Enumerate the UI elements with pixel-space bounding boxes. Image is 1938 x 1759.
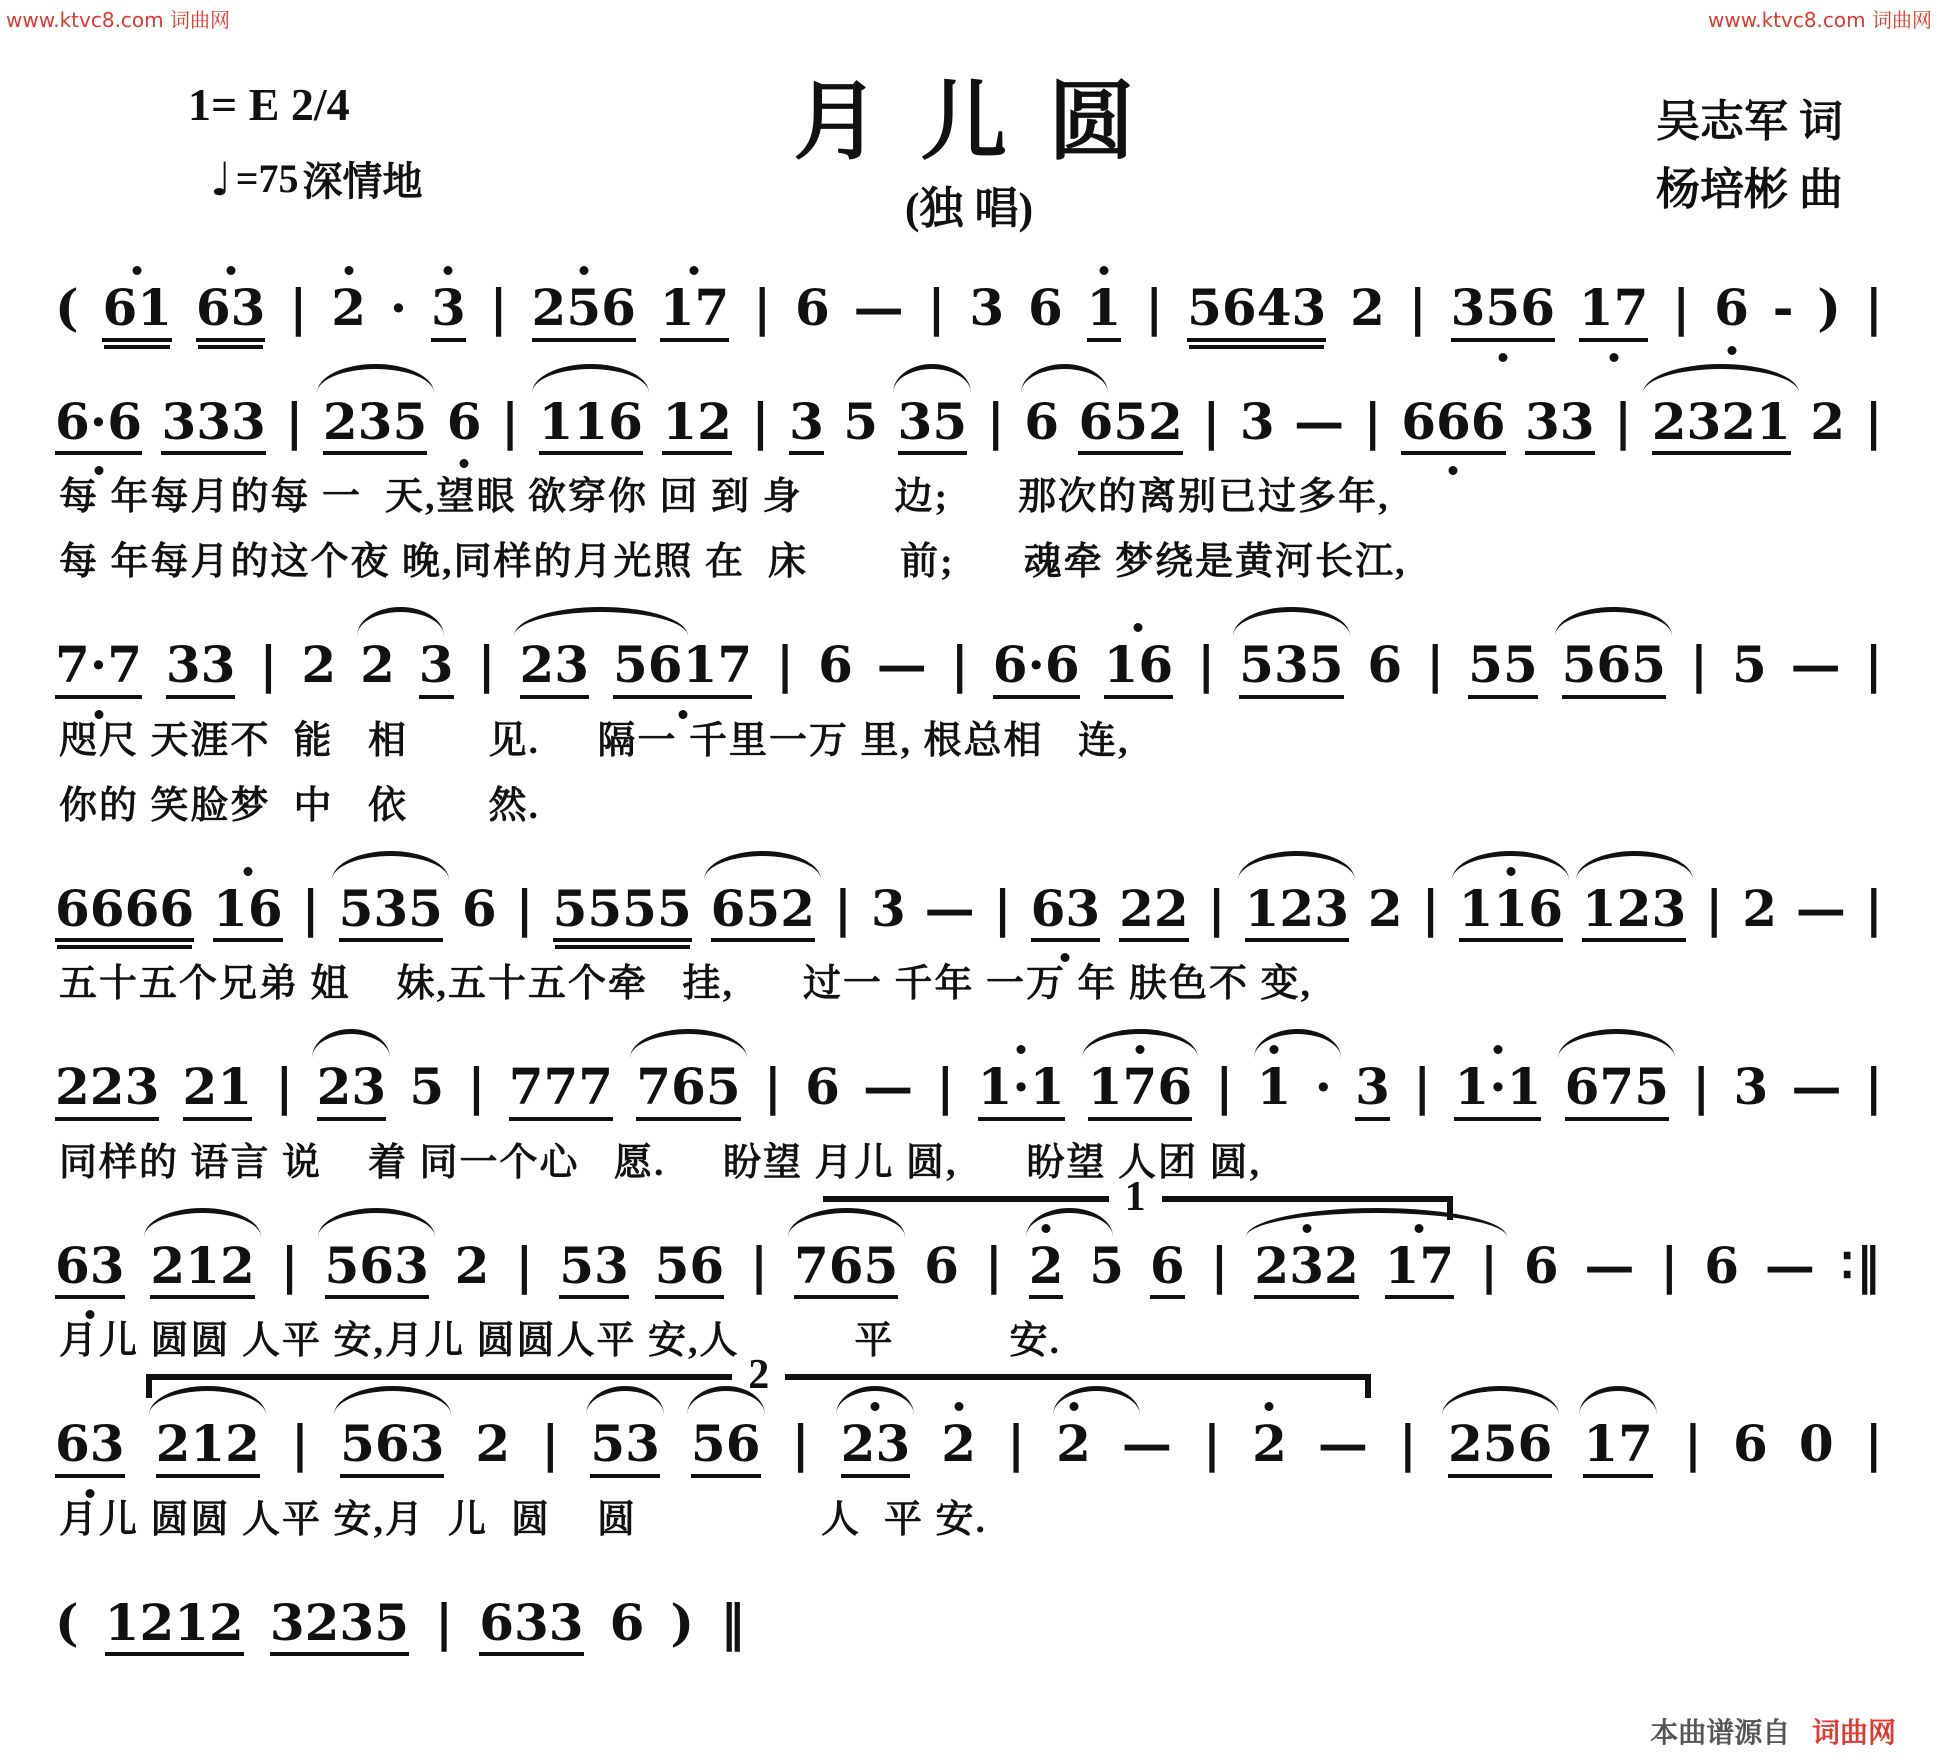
barline: |	[936, 1057, 955, 1116]
barline: |	[1660, 1235, 1679, 1295]
note-token: 3235	[270, 1597, 409, 1657]
footer-source-text: 本曲谱源自	[1650, 1717, 1791, 1748]
note-token: 1·1	[978, 1061, 1065, 1121]
note-token: 3	[1355, 1061, 1390, 1121]
barline: |	[1408, 278, 1427, 337]
note-token: 5	[1089, 1235, 1125, 1295]
note-token: 333	[161, 396, 265, 456]
note-token: -	[1772, 278, 1794, 337]
note-token: 2	[1367, 878, 1403, 938]
note-token: 6	[805, 1057, 840, 1116]
note-token: —	[876, 635, 927, 694]
note-token: 212	[150, 1240, 254, 1300]
lyrics-row: 同样的 语言 说 着 同一个心 愿. 盼望 月儿 圆, 盼望 人团 圆,	[59, 1141, 1262, 1184]
lyrics-row: 月儿 圆圆 人平 安,月 儿 圆 圆 人 平 安.	[59, 1498, 988, 1541]
score-line	[55, 352, 1883, 586]
lyrics-row: 五十五个兄弟 姐 妹,五十五个牵 挂, 过一 千年 一万 年 肤色不 变,	[59, 963, 1313, 1005]
barline: |	[749, 1235, 769, 1295]
barline: |	[791, 1414, 810, 1473]
note-token: 2	[454, 1235, 490, 1295]
barline: |	[467, 1057, 486, 1116]
barline: |	[984, 1235, 1003, 1295]
note-token: 21	[183, 1061, 253, 1121]
note-token: 33	[1525, 396, 1595, 456]
barline: |	[1398, 1414, 1417, 1473]
note-token: 16	[213, 883, 283, 943]
barline: |	[1197, 635, 1216, 694]
note-token: 563	[325, 1240, 429, 1300]
score-line	[55, 238, 1883, 342]
note-token: 223	[55, 1061, 159, 1121]
note-token: 5617	[613, 639, 752, 699]
score-line	[55, 1352, 1883, 1543]
note-token: 6	[1024, 396, 1059, 449]
note-token: —	[1791, 1057, 1842, 1116]
barline: |	[1479, 1235, 1499, 1295]
score-line	[55, 1173, 1883, 1365]
barline: |	[986, 391, 1005, 451]
note-token: 123	[1582, 883, 1686, 943]
barline: |	[1413, 1057, 1432, 1116]
volta-number: 2	[748, 1352, 770, 1398]
barline: |	[515, 1235, 534, 1295]
note-token: (	[55, 278, 79, 337]
barline: |	[290, 1414, 310, 1473]
note-token: 63	[196, 282, 266, 342]
note-token: 235	[323, 396, 427, 456]
note-token: 6·6	[993, 639, 1080, 699]
note-token: ·	[1314, 1057, 1333, 1116]
barline: |	[489, 278, 508, 337]
note-token: 356	[1451, 282, 1555, 342]
score	[0, 238, 1938, 1656]
barline: |	[1864, 1414, 1883, 1473]
barline: |	[751, 391, 770, 451]
note-token: —	[1764, 1235, 1815, 1295]
tempo-value: =75	[235, 156, 299, 201]
song-title: 月 儿 圆	[793, 74, 1145, 170]
barline: |	[259, 635, 278, 694]
note-token: 56	[691, 1418, 761, 1478]
footer	[1650, 1711, 1896, 1751]
barline: |	[1215, 1057, 1234, 1116]
note-token: 777	[509, 1061, 613, 1121]
barline: |	[1202, 391, 1221, 451]
lyrics-row: 每 年每月的这个夜 晚,同样的月光照 在 床 前; 魂牵 梦绕是黄河长江,	[59, 541, 1407, 583]
note-token: 5	[1731, 635, 1767, 694]
note-token: 1·1	[1454, 1061, 1541, 1121]
note-token: —	[1294, 391, 1345, 451]
note-token: 675	[1565, 1061, 1669, 1121]
barline: |	[1145, 278, 1164, 337]
note-token: 535	[1239, 639, 1343, 699]
barline: |	[301, 878, 320, 938]
barline: |	[927, 278, 946, 337]
note-token: 6	[924, 1235, 959, 1295]
composer-credit: 杨培彬 曲	[1656, 165, 1843, 215]
note-token: 53	[590, 1418, 660, 1478]
note-token: 2	[331, 282, 366, 335]
note-token: 5	[409, 1057, 445, 1116]
note-token: 5	[843, 391, 879, 451]
barline: |	[541, 1414, 560, 1473]
note-token: 2	[475, 1414, 511, 1473]
note-token: 5643	[1187, 282, 1326, 342]
note-token: —	[1317, 1414, 1368, 1473]
notation-row	[55, 278, 1883, 342]
note-token: 53	[559, 1240, 629, 1300]
note-token: 232	[1254, 1240, 1358, 1300]
note-token: —	[1790, 635, 1841, 694]
barline: |	[275, 1057, 294, 1116]
note-token: ∶‖	[1840, 1235, 1883, 1295]
barline: |	[833, 878, 853, 938]
barline: |	[776, 635, 795, 694]
barline: |	[1210, 1235, 1229, 1295]
lyrics-row: 咫尺 天涯不 能 相 见. 隔一 千里一万 里, 根总相 连,	[59, 719, 1130, 762]
barline: |	[1426, 635, 1445, 694]
barline: |	[1864, 278, 1883, 337]
note-token: (	[55, 1592, 79, 1652]
note-token: 6	[1523, 1235, 1559, 1295]
note-token: ·	[389, 278, 408, 337]
note-token: 765	[794, 1240, 898, 1300]
note-token: 2	[1056, 1418, 1091, 1471]
note-token: 0	[1798, 1414, 1834, 1473]
barline: |	[500, 391, 520, 451]
barline: |	[1864, 635, 1883, 694]
volta-number: 1	[1124, 1173, 1146, 1220]
barline: |	[1672, 278, 1691, 337]
volta-bracket	[146, 1352, 1371, 1408]
note-token: 17	[1579, 282, 1649, 342]
barline: |	[1705, 878, 1724, 938]
lyricist-credit: 吴志军 词	[1656, 97, 1843, 146]
note-token: 256	[1448, 1418, 1552, 1478]
note-token: 2	[941, 1418, 976, 1471]
note-token: 3	[969, 278, 1005, 337]
footer-site-link[interactable]: 词曲网	[1811, 1717, 1896, 1748]
note-token: 55	[1468, 639, 1538, 699]
note-token: 765	[636, 1061, 740, 1121]
barline: |	[1006, 1414, 1026, 1473]
score-line	[55, 1017, 1883, 1186]
note-token: 563	[340, 1418, 444, 1478]
note-token: 652	[711, 883, 815, 943]
note-token: 63	[55, 1240, 125, 1300]
quarter-note-icon: ♩	[210, 151, 232, 206]
barline: |	[1689, 635, 1709, 694]
note-token: 3	[789, 396, 824, 456]
note-token: 1212	[105, 1597, 244, 1657]
note-token: 17	[660, 282, 730, 342]
note-token: )	[1817, 278, 1841, 337]
barline: |	[515, 878, 534, 938]
note-token: 1	[1257, 1061, 1292, 1114]
note-token: —	[1121, 1414, 1172, 1473]
credits	[1656, 88, 1843, 224]
key-signature: 1= E 2/4	[188, 79, 350, 130]
note-token: 6	[1367, 635, 1403, 694]
song-subtitle: (独 唱)	[904, 184, 1034, 233]
barline: |	[285, 391, 304, 451]
note-token: 2	[1252, 1418, 1287, 1471]
note-token: 6	[1733, 1414, 1768, 1473]
note-token: 2	[1810, 391, 1846, 451]
barline: |	[1363, 391, 1382, 451]
notation-row	[55, 635, 1883, 699]
note-token: 5555	[553, 883, 692, 943]
notation-row	[55, 1592, 746, 1657]
note-token: 6	[818, 635, 853, 694]
score-line	[55, 839, 1883, 1008]
barline: |	[1421, 878, 1440, 938]
header	[0, 0, 1938, 238]
barline: |	[763, 1057, 782, 1116]
barline: |	[477, 635, 496, 694]
note-token: 33	[166, 639, 236, 699]
note-token: 1	[1087, 282, 1122, 342]
note-token: 23	[317, 1061, 387, 1121]
notation-row	[55, 1414, 1883, 1478]
barline: |	[993, 878, 1012, 938]
note-token: 6	[609, 1592, 645, 1652]
note-token: 2	[1742, 878, 1777, 938]
note-token: 666	[1401, 396, 1505, 456]
score-line	[55, 595, 1883, 829]
barline: |	[280, 1235, 299, 1295]
note-token: —	[1795, 878, 1846, 938]
notation-row	[55, 1235, 1883, 1300]
note-token: 56	[655, 1240, 725, 1300]
note-token: 6	[1714, 282, 1749, 335]
note-token: 2	[301, 635, 337, 694]
barline: |	[1614, 391, 1633, 451]
note-token: 35	[898, 396, 968, 456]
barline: |	[289, 278, 308, 337]
note-token: 17	[1583, 1418, 1653, 1478]
note-token: 6	[1027, 278, 1063, 337]
note-token: 3	[1239, 391, 1275, 451]
note-token: )	[670, 1592, 695, 1652]
volta-bracket	[823, 1173, 1454, 1230]
note-token: 3	[870, 878, 906, 938]
note-token: 2	[1029, 1240, 1064, 1300]
note-token: 2321	[1652, 396, 1791, 456]
note-token: 6	[447, 396, 482, 449]
lyrics-row: 每 年每月的每 一 天,望眼 欲穿你 回 到 身 边; 那次的离别已过多年,	[59, 476, 1390, 518]
note-token: 212	[156, 1418, 260, 1478]
barline: |	[1864, 391, 1883, 451]
notation-row	[55, 878, 1883, 943]
note-token: 652	[1078, 396, 1182, 456]
note-token: ‖	[720, 1592, 746, 1652]
note-token: 12	[662, 396, 732, 456]
note-token: 23	[841, 1418, 911, 1478]
note-token: 565	[1562, 639, 1666, 699]
note-token: 6	[461, 878, 497, 938]
note-token: —	[863, 1057, 914, 1116]
note-token: 23	[520, 639, 590, 699]
barline: |	[435, 1592, 454, 1652]
note-token: 16	[1104, 639, 1174, 699]
note-token: 6	[795, 278, 830, 337]
note-token: 63	[55, 1418, 125, 1478]
note-token: 256	[532, 282, 636, 342]
notation-row	[55, 391, 1883, 456]
note-token: 63	[1031, 883, 1101, 943]
note-token: 3	[419, 639, 454, 699]
note-token: 6	[1704, 1235, 1740, 1295]
note-token: —	[924, 878, 975, 938]
barline: |	[753, 278, 772, 337]
note-token: 6666	[55, 883, 194, 943]
barline: |	[1864, 878, 1883, 938]
note-token: 2	[1350, 278, 1385, 337]
note-token: 3	[1733, 1057, 1769, 1116]
barline: |	[1683, 1414, 1703, 1473]
note-token: 123	[1245, 883, 1349, 943]
watermark-top-right: www.ktvc8.com 词曲网	[1707, 8, 1932, 32]
note-token: 3	[431, 282, 466, 342]
note-token: 22	[1119, 883, 1189, 943]
note-token: —	[1584, 1235, 1635, 1295]
barline: |	[1864, 1057, 1883, 1116]
note-token: 17	[1385, 1240, 1455, 1300]
barline: |	[1692, 1057, 1711, 1116]
note-token: 2	[360, 639, 395, 692]
barline: |	[950, 635, 969, 694]
note-token: —	[853, 278, 904, 337]
barline: |	[1202, 1414, 1222, 1473]
watermark-top-left: www.ktvc8.com 词曲网	[6, 8, 231, 32]
note-token: 535	[339, 883, 443, 943]
note-token: 61	[102, 282, 172, 342]
note-token: 116	[1459, 883, 1563, 943]
barline: |	[1207, 878, 1226, 938]
score-line	[55, 1553, 1883, 1657]
note-token: 7·7	[55, 639, 142, 699]
lyrics-row: 你的 笑脸梦 中 依 然.	[59, 784, 541, 827]
expression-text: 深情地	[302, 159, 423, 204]
note-token: 116	[539, 396, 643, 456]
notation-row	[55, 1057, 1883, 1121]
lyrics-row: 月儿 圆圆 人平 安,月儿 圆圆人平 安,人 平 安.	[59, 1320, 1062, 1362]
note-token: 6·6	[55, 396, 142, 456]
note-token: 176	[1088, 1061, 1192, 1121]
note-token: 6	[1150, 1240, 1185, 1300]
note-token: 633	[479, 1597, 583, 1657]
